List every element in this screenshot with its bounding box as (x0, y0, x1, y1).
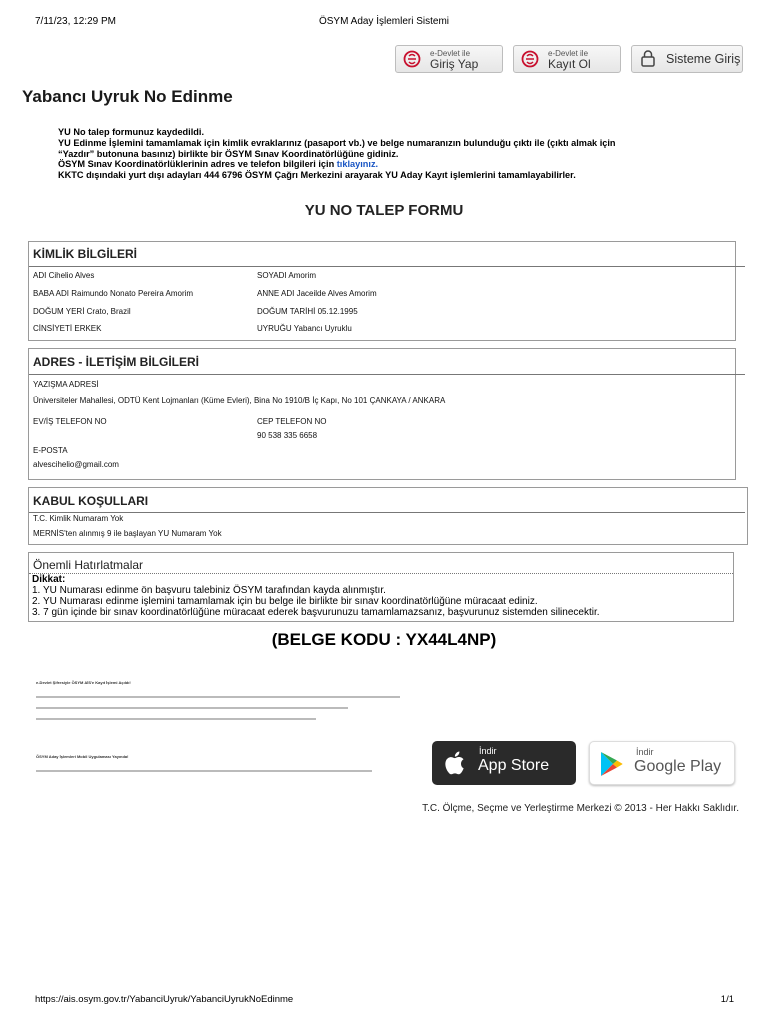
reminders-list (32, 574, 600, 618)
field-label: YAZIŞMA ADRESİ (33, 380, 99, 389)
app-store-badge[interactable] (432, 741, 576, 785)
acceptance-section (28, 487, 748, 545)
info-heading: e-Devlet Şifresiyle ÖSYM AİS'e Kayıt İşlemi Açıldı! (36, 680, 131, 685)
print-url: https://ais.osym.gov.tr/YabanciUyruk/YabanciUyrukNoEdinme (35, 994, 294, 1005)
edevlet-login-button[interactable] (395, 45, 503, 73)
edevlet-login-small: e-Devlet ile (430, 49, 471, 58)
info-text-line (36, 707, 348, 709)
notice-line (58, 159, 748, 170)
divider (29, 512, 745, 513)
section-heading: Önemli Hatırlatmalar (33, 558, 144, 572)
coordinators-link[interactable]: tıklayınız. (336, 159, 379, 170)
info-text-line (36, 696, 400, 698)
print-datetime: 7/11/23, 12:29 PM (35, 16, 116, 27)
submission-notice (58, 127, 748, 181)
app-store-label: App Store (478, 757, 550, 774)
info-text-line (36, 718, 316, 720)
field-value: 90 538 335 6658 (257, 431, 318, 440)
google-play-badge[interactable] (589, 741, 735, 785)
field-label: DOĞUM YERİ (33, 307, 85, 316)
field-label: UYRUĞU (257, 324, 292, 333)
print-page-number: 1/1 (720, 994, 734, 1005)
notice-line: YU Edinme İşlemini tamamlamak için kimlik evraklarınız (pasaport vb.) ve belge numaranızın bulunduğu çıktı ile (çıktı almak için (58, 137, 616, 148)
edevlet-register-button[interactable] (513, 45, 621, 73)
edevlet-register-label: Kayıt Ol (548, 57, 591, 71)
google-play-icon (600, 751, 624, 777)
divider (29, 374, 745, 375)
notice-text: ÖSYM Sınav Koordinatörlüklerinin adres ve telefon bilgileri için (58, 159, 337, 170)
field-value: 05.12.1995 (317, 307, 358, 316)
apple-icon (444, 750, 466, 776)
google-play-label: Google Play (634, 758, 722, 775)
document-code: (BELGE KODU : YX44L4NP) (271, 630, 497, 649)
field-label: SOYADI (257, 271, 287, 280)
condition-item: MERNİS'ten alınmış 9 ile başlayan YU Numaram Yok (33, 529, 222, 538)
field-value: Amorim (288, 271, 316, 280)
lock-icon (639, 49, 657, 67)
field-label: EV/İŞ TELEFON NO (33, 417, 107, 426)
system-login-label: Sisteme Giriş (666, 52, 741, 66)
field-label: ANNE ADI (257, 289, 295, 298)
edevlet-register-small: e-Devlet ile (548, 49, 589, 58)
reminder-item: 2. YU Numarası edinme işlemini tamamlamak için bu belge ile birlikte bir sınav koordinatörlüğüne müracaat ediniz. (32, 596, 538, 607)
notice-line: YU No talep formunuz kaydedildi. (58, 127, 204, 137)
field-label: CİNSİYETİ (33, 324, 73, 333)
field-value: Cihelio Alves (48, 271, 95, 280)
field-value: Raimundo Nonato Pereira Amorim (71, 289, 194, 298)
system-login-button[interactable] (631, 45, 743, 73)
condition-item: T.C. Kimlik Numaram Yok (33, 514, 124, 523)
field-label: ADI (33, 271, 47, 280)
divider (29, 266, 745, 267)
edevlet-logo-icon (521, 50, 539, 68)
field-label: CEP TELEFON NO (257, 417, 327, 426)
reminder-item: 1. YU Numarası edinme ön başvuru talebiniz ÖSYM tarafından kayda alınmıştır. (32, 585, 386, 596)
edevlet-login-label: Giriş Yap (430, 57, 479, 71)
address-section (28, 348, 736, 480)
google-play-small: İndir (636, 747, 654, 757)
section-heading: KİMLİK BİLGİLERİ (33, 247, 137, 261)
info-heading: ÖSYM Aday İşlemleri Mobil Uygulaması Yayında! (36, 754, 129, 759)
copyright: T.C. Ölçme, Seçme ve Yerleştirme Merkezi © 2013 - Her Hakkı Saklıdır. (422, 803, 739, 814)
identity-section (28, 241, 736, 341)
section-heading: KABUL KOŞULLARI (33, 494, 149, 508)
print-page-title: ÖSYM Aday İşlemleri Sistemi (318, 16, 450, 27)
section-heading: ADRES - İLETİŞİM BİLGİLERİ (33, 355, 200, 369)
field-value: Üniversiteler Mahallesi, ODTÜ Kent Lojmanları (Küme Evleri), Bina No 1910/B İç Kapı, No 101 ÇANKAYA / ANKARA (33, 396, 446, 405)
field-value: Jaceilde Alves Amorim (296, 289, 377, 298)
info-text-line (36, 770, 372, 772)
dikkat-label: Dikkat: (32, 574, 66, 585)
field-value: ERKEK (74, 324, 102, 333)
field-label: DOĞUM TARİHİ (257, 307, 316, 316)
app-store-small: İndir (479, 746, 497, 756)
notice-line: KKTC dışındaki yurt dışı adayları 444 6796 ÖSYM Çağrı Merkezini arayarak YU Aday Kayıt işlemlerini tamamlayabilirler. (58, 170, 576, 181)
page-title: Yabancı Uyruk No Edinme (22, 87, 233, 106)
field-value: alvescihelio@gmail.com (33, 460, 119, 469)
field-label: E-POSTA (33, 446, 68, 455)
field-value: Yabancı Uyruklu (293, 324, 352, 333)
form-title: YU NO TALEP FORMU (304, 202, 464, 219)
field-value: Crato, Brazil (86, 307, 131, 316)
reminder-item: 3. 7 gün içinde bir sınav koordinatörlüğüne müracaat ederek başvurunuzu tamamlamazsanız, başvurunuz sistemden silinecektir. (32, 607, 600, 618)
field-label: BABA ADI (33, 289, 70, 298)
edevlet-logo-icon (403, 50, 421, 68)
notice-line: “Yazdır” butonuna basınız) birlikte bir ÖSYM Sınav Koordinatörlüğüne gidiniz. (58, 148, 399, 159)
